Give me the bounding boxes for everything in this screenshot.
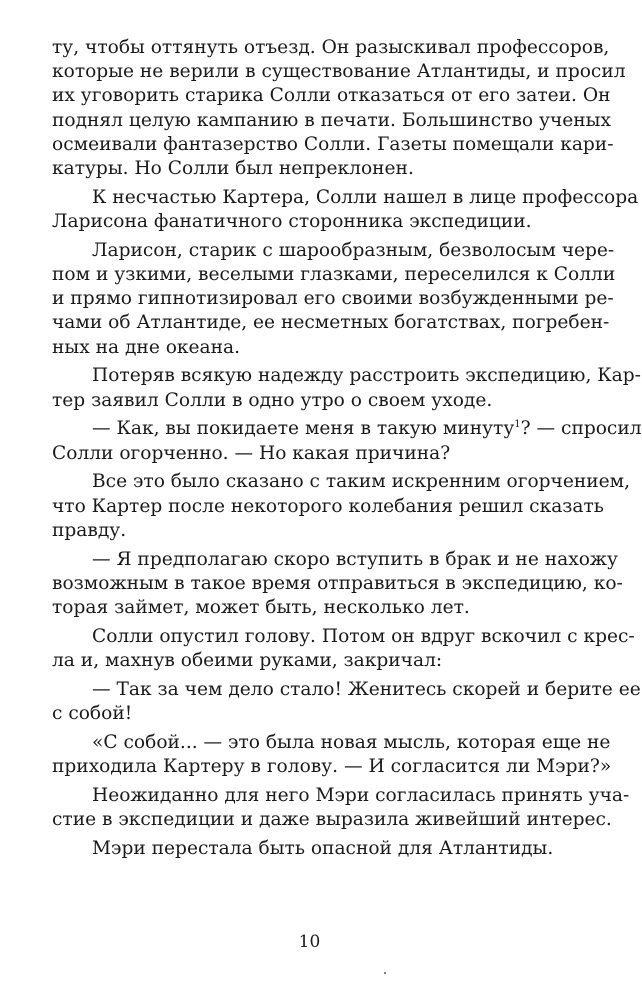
text-line: которые не верили в существование Атлантиды, и просил bbox=[52, 61, 626, 83]
text-fragment: — Как, вы покидаете меня в такую минуту bbox=[92, 418, 515, 440]
text-line: чами об Атлантиде, ее несметных богатствах, погребен- bbox=[52, 312, 610, 334]
text-line: торая займет, может быть, несколько лет. bbox=[52, 597, 470, 619]
text-line: тер заявил Солли в одно утро о своем уходе. bbox=[52, 389, 493, 411]
text-line: поднял целую кампанию в печати. Большинство ученых bbox=[52, 109, 611, 131]
text-line: Ларисона фанатичного сторонника экспедиции. bbox=[52, 210, 532, 232]
text-fragment: ? — спросил bbox=[520, 418, 642, 440]
text-line: правду. bbox=[52, 519, 127, 541]
text-line: что Картер после некоторого колебания решил сказать bbox=[52, 495, 604, 517]
text-line: «С собой... — это была новая мысль, которая еще не bbox=[92, 731, 611, 753]
text-line: ных на дне океана. bbox=[52, 336, 241, 358]
text-line: приходила Картеру в голову. — И согласится ли Мэри?» bbox=[52, 756, 612, 778]
text-line: Все это было сказано с таким искренним огорчением, bbox=[92, 471, 631, 493]
footnote-marker: 1 bbox=[514, 419, 521, 431]
text-line: Ларисон, старик с шарообразным, безволосым чере- bbox=[92, 239, 615, 261]
text-line: ла и, махнув обеими руками, закричал: bbox=[52, 650, 443, 672]
text-line: пом и узкими, веселыми глазками, переселился к Солли bbox=[52, 263, 616, 285]
text-line: осмеивали фантазерство Солли. Газеты помещали кари- bbox=[52, 133, 614, 155]
text-line: Потеряв всякую надежду расстроить экспедицию, Кар- bbox=[92, 365, 641, 387]
text-line: Мэри перестала быть опасной для Атлантиды. bbox=[92, 838, 554, 860]
page-number: 10 bbox=[298, 932, 321, 952]
text-line: с собой! bbox=[52, 703, 133, 725]
text-line: ту, чтобы оттянуть отъезд. Он разыскивал профессоров, bbox=[52, 37, 610, 58]
text-line: Солли огорченно. — Но какая причина? bbox=[52, 442, 451, 464]
scan-speck bbox=[384, 972, 386, 974]
text-line: — Я предполагаю скоро вступить в брак и не нахожу bbox=[92, 548, 618, 570]
text-line: Солли опустил голову. Потом он вдруг вскочил с крес- bbox=[92, 625, 635, 647]
text-line: катуры. Но Солли был непреклонен. bbox=[52, 157, 414, 179]
text-line: и прямо гипнотизировал его своими возбужденными ре- bbox=[52, 288, 614, 310]
text-line: Неожиданно для него Мэри согласилась принять уча- bbox=[92, 785, 630, 807]
text-line-with-footnote bbox=[92, 417, 642, 441]
text-line: — Так за чем дело стало! Женитесь скорей и берите ее bbox=[92, 678, 641, 700]
text-line: возможным в такое время отправиться в экспедицию, ко- bbox=[52, 572, 623, 594]
text-line: их уговорить старика Солли отказаться от его затеи. Он bbox=[52, 85, 611, 107]
text-line: стие в экспедиции и даже выразила живейший интерес. bbox=[52, 809, 612, 831]
text-line: К несчастью Картера, Солли нашел в лице профессора bbox=[92, 186, 639, 208]
